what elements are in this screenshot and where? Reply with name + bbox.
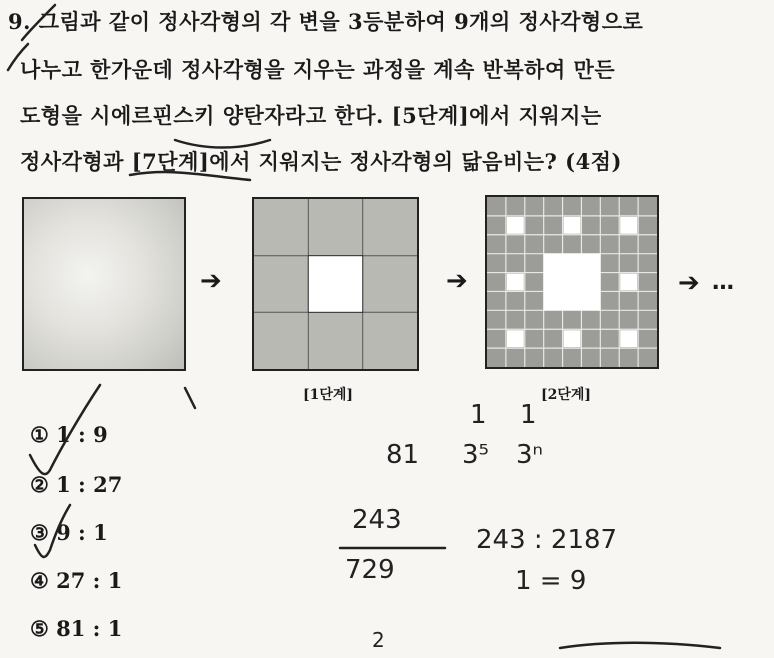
choice-5: ⑤ 81 : 1 [30, 616, 123, 641]
question-line-4: 정사각형과 [7단계]에서 지워지는 정사각형의 닮음비는? (4점) [20, 149, 622, 174]
handwritten-fraction-num: 1 [520, 400, 537, 430]
choice-3: ③ 9 : 1 [30, 520, 108, 545]
stage1-label: [1단계] [303, 387, 354, 403]
handwritten-fraction-num: 1 [470, 400, 487, 430]
choice-4: ④ 27 : 1 [30, 568, 123, 593]
question-line-2: 나누고 한가운데 정사각형을 지우는 과정을 계속 반복하여 만든 [20, 57, 616, 82]
handwritten-ratio: 1 = 9 [515, 566, 587, 596]
handwritten-number: 2 [372, 628, 385, 652]
handwritten-number: 243 [352, 505, 402, 535]
handwritten-fraction-den: 3ⁿ [516, 440, 543, 470]
question-line-1: 9. 그림과 같이 정사각형의 각 변을 3등분하여 9개의 정사각형으로 [8, 9, 644, 34]
arrow-right-icon: ➔ [200, 266, 222, 296]
ellipsis-icon: … [712, 270, 734, 295]
choice-1: ① 1 : 9 [30, 422, 108, 447]
arrow-right-icon: ➔ [446, 266, 468, 296]
stage2-label: [2단계] [541, 387, 592, 403]
question-line-3: 도형을 시에르핀스키 양탄자라고 한다. [5단계]에서 지워지는 [20, 103, 602, 128]
arrow-right-icon: ➔ [678, 268, 700, 298]
choice-2: ② 1 : 27 [30, 472, 123, 497]
handwritten-number: 81 [386, 440, 420, 470]
handwritten-number: 729 [345, 555, 395, 585]
handwritten-fraction-den: 3⁵ [462, 440, 489, 470]
handwritten-ratio: 243 : 2187 [476, 525, 618, 555]
